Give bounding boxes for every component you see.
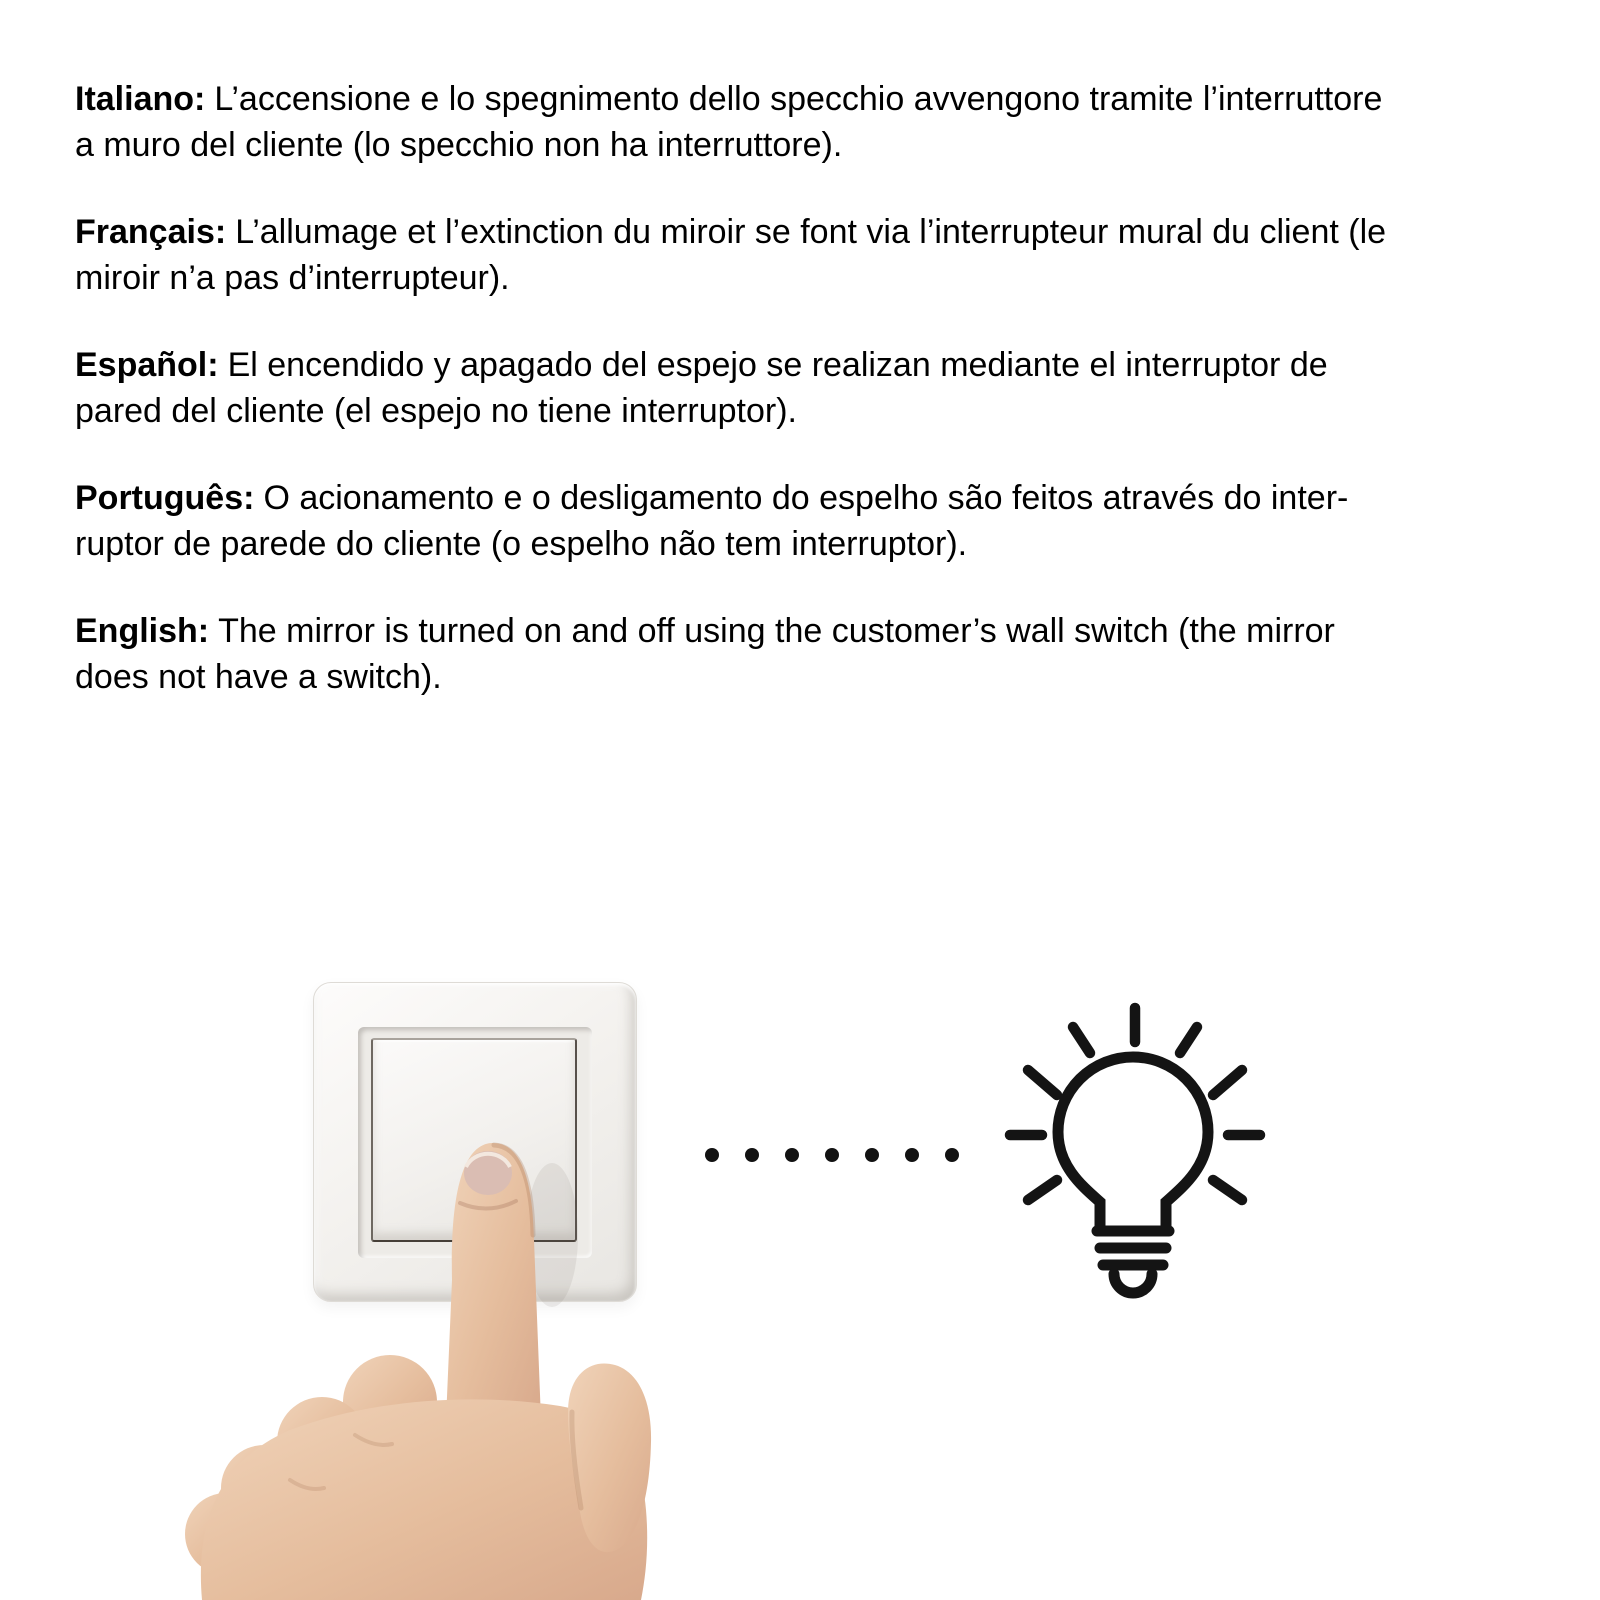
paragraph-portugues <box>75 475 1565 567</box>
paragraph-francais <box>75 209 1565 301</box>
paragraph-english <box>75 608 1565 700</box>
connector-dot <box>945 1148 959 1162</box>
language-label-portugues: Português: <box>75 479 255 517</box>
language-label-espanol: Español: <box>75 346 219 384</box>
connector-dot <box>825 1148 839 1162</box>
paragraph-line: miroir n’a pas d’interrupteur). <box>75 259 510 297</box>
bulb-outline <box>1058 1057 1208 1293</box>
paragraph-line: pared del cliente (el espejo no tiene interruptor). <box>75 392 797 430</box>
instructions-text <box>75 76 1565 741</box>
connector-dot <box>785 1148 799 1162</box>
connector-dot <box>905 1148 919 1162</box>
dotted-connector-line <box>705 1148 959 1162</box>
paragraph-line: L’accensione e lo spegnimento dello specchio avvengono tramite l’interruttore <box>214 80 1383 118</box>
connector-dot <box>865 1148 879 1162</box>
paragraph-line: ruptor de parede do cliente (o espelho não tem interruptor). <box>75 525 968 563</box>
language-label-francais: Français: <box>75 213 227 251</box>
language-label-italiano: Italiano: <box>75 80 206 118</box>
paragraph-line: a muro del cliente (lo specchio non ha interruttore). <box>75 126 843 164</box>
light-bulb-icon <box>980 990 1270 1310</box>
connector-dot <box>745 1148 759 1162</box>
light-rays <box>1010 1008 1260 1200</box>
connector-dot <box>705 1148 719 1162</box>
paragraph-line: O acionamento e o desligamento do espelho são feitos através do inter- <box>263 479 1349 517</box>
paragraph-line: L’allumage et l’extinction du miroir se font via l’interrupteur mural du client (le <box>235 213 1387 251</box>
language-label-english: English: <box>75 612 210 650</box>
paragraph-italiano <box>75 76 1565 168</box>
paragraph-line: does not have a switch). <box>75 658 442 696</box>
paragraph-line: El encendido y apagado del espejo se realizan mediante el interruptor de <box>227 346 1328 384</box>
paragraph-line: The mirror is turned on and off using the customer’s wall switch (the mirror <box>218 612 1335 650</box>
hand-pressing-switch <box>140 1040 680 1600</box>
paragraph-espanol <box>75 342 1565 434</box>
